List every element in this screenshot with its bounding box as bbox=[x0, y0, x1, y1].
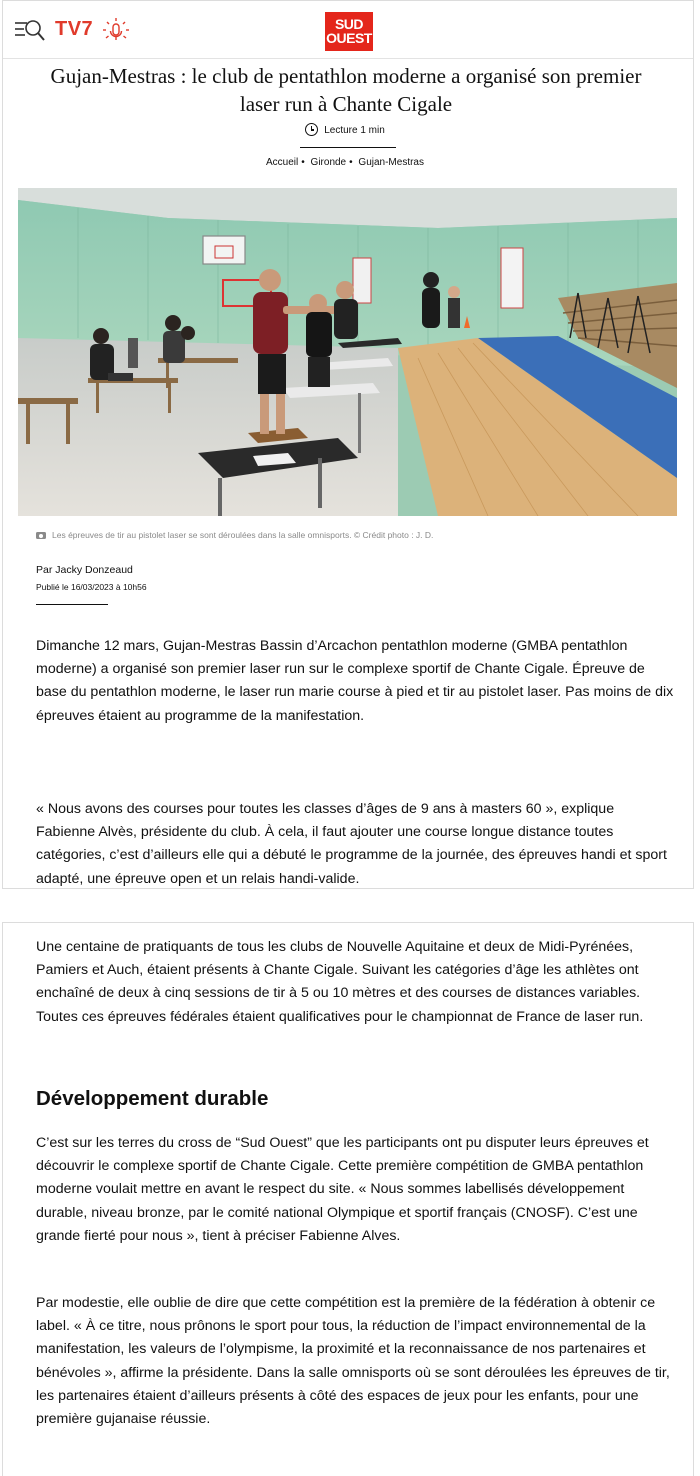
photo-caption-text: Les épreuves de tir au pistolet laser se sont déroulées dans la salle omnisports. © Crédit photo : J. D. bbox=[52, 530, 434, 540]
paragraph-2: « Nous avons des courses pour toutes les classes d’âges de 9 ans à masters 60 », explique Fabienne Alvès, présidente du club. À cela, il faut ajouter une course longue distance toutes catégories, c’est d’ailleurs elle qui a débuté le programme de la journée, des épreuves handi et sport adapté, une épreuve open et un relais handi-valide. bbox=[36, 801, 667, 887]
breadcrumb-gironde[interactable]: Gironde bbox=[310, 157, 347, 168]
photo-caption bbox=[36, 530, 676, 540]
tv7-link[interactable]: TV7 bbox=[55, 18, 94, 40]
divider bbox=[300, 147, 396, 148]
breadcrumb-separator: • bbox=[349, 157, 353, 168]
article-title: Gujan-Mestras : le club de pentathlon moderne a organisé son premier laser run à Chante Cigale bbox=[50, 64, 642, 116]
breadcrumb-gujan-mestras[interactable]: Gujan-Mestras bbox=[358, 157, 424, 168]
paragraph-5: Par modestie, elle oublie de dire que cette compétition est la première de la fédération à obtenir ce label. « À ce titre, nous prônons le sport pour tous, la réduction de l’impact environnemental de la manifestation, les valeurs de l’olympisme, la proximité et la reconnaissance de nos partenaires et bénévoles », affirme la présidente. Dans la salle omnisports où se sont déroulées les épreuves de tir, les partenaires étaient d’ailleurs présents à côté des espaces de jeux pour les enfants, pour une première gujanaise réussie. bbox=[36, 1295, 670, 1428]
paragraph-1: Dimanche 12 mars, Gujan-Mestras Bassin d’Arcachon pentathlon moderne (GMBA pentathlon moderne) a organisé son premier laser run sur le complexe sportif de Chante Cigale. Épreuve de base du pentathlon moderne, le laser run marie course à pied et tir au pistolet laser. Pas moins de dix épreuves étaient au programme de la manifestation. bbox=[36, 638, 674, 724]
reading-time bbox=[0, 123, 690, 136]
paragraph-4: C’est sur les terres du cross de “Sud Ouest” que les participants ont pu disputer leurs épreuves et découvrir le complexe sportif de Chante Cigale. Cette première compétition de GMBA pentathlon moderne voulait mettre en avant le respect du site. « Nous sommes labellisés développement durable, niveau bronze, par le comité national Olympique et sportif français (CNOSF). C’est une grande fierté pour nous », tient à préciser Fabienne Alves. bbox=[36, 1135, 649, 1244]
sun-microphone-icon[interactable] bbox=[101, 16, 131, 46]
menu-search-icon[interactable] bbox=[13, 17, 47, 45]
logo-line-1: SUD bbox=[334, 16, 364, 32]
paragraph-3: Une centaine de pratiquants de tous les clubs de Nouvelle Aquitaine et deux de Midi-Pyrénées, Pamiers et Auch, étaient présents à Chante Cigale. Suivant les catégories d’âge les athlètes ont enchaîné de deux à cinq sessions de tir à 5 ou 10 mètres et des courses de distances variables. Toutes ces épreuves fédérales étaient qualificatives pour le championnat de France de laser run. bbox=[36, 939, 644, 1025]
breadcrumb bbox=[0, 157, 690, 168]
reading-time-label: Lecture 1 min bbox=[324, 125, 385, 136]
publish-date: Publié le 16/03/2023 à 10h56 bbox=[36, 582, 147, 592]
camera-icon bbox=[36, 532, 46, 539]
sud-ouest-logo[interactable] bbox=[325, 12, 373, 51]
logo-line-2: OUEST bbox=[326, 30, 372, 46]
breadcrumb-separator: • bbox=[301, 157, 305, 168]
breadcrumb-accueil[interactable]: Accueil bbox=[266, 157, 299, 168]
article-photo bbox=[18, 188, 677, 516]
section-heading: Développement durable bbox=[36, 1087, 269, 1110]
divider bbox=[36, 604, 108, 605]
author-name[interactable]: Par Jacky Donzeaud bbox=[36, 564, 133, 576]
clock-icon bbox=[305, 123, 318, 136]
site-header bbox=[3, 1, 693, 59]
